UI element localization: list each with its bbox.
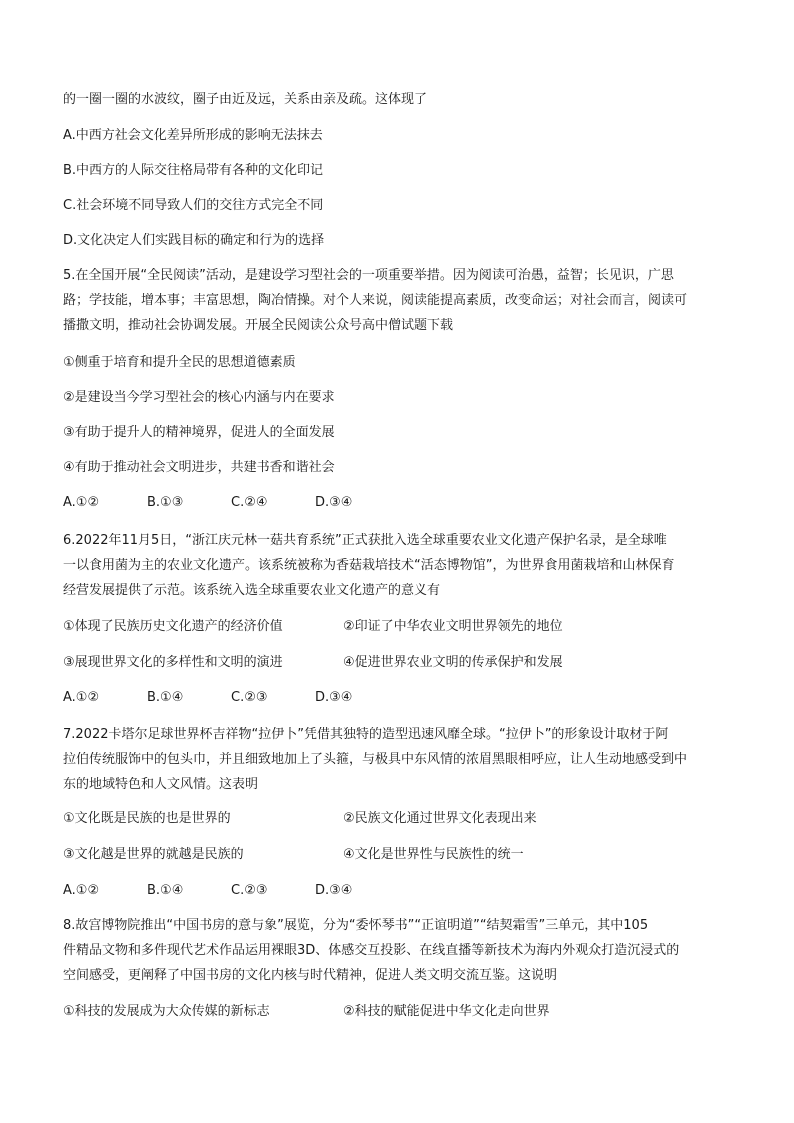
q6-stem-line: 一以食用菌为主的农业文化遗产。该系统被称为香菇栽培技术“活态博物馆”，为世界食用菌栽培和山林保育 bbox=[63, 558, 675, 573]
q7-choice-c: C.②③ bbox=[231, 883, 268, 898]
q5-item-3: ③有助于提升人的精神境界，促进人的全面发展 bbox=[63, 425, 335, 440]
q5-item-1: ①侧重于培育和提升全民的思想道德素质 bbox=[63, 355, 296, 370]
q6-item-3: ③展现世界文化的多样性和文明的演进 bbox=[63, 655, 283, 670]
q4-option-a: A.中西方社会文化差异所形成的影响无法抹去 bbox=[63, 128, 323, 143]
q7-choice-a: A.①② bbox=[63, 883, 100, 898]
q7-item-1: ①文化既是民族的也是世界的 bbox=[63, 811, 231, 826]
q8-stem-line: 空间感受，更阐释了中国书房的文化内核与时代精神，促进人类文明交流互鉴。这说明 bbox=[63, 968, 558, 983]
q8-stem-line: 件精品文物和多件现代艺术作品运用裸眼3D、体感交互投影、在线直播等新技术为海内外观众打造沉浸式的 bbox=[63, 943, 680, 958]
q7-stem-line: 拉伯传统服饰中的包头巾，并且细致地加上了头箍，与极具中东风情的浓眉黑眼相呼应，让人生动地感受到中 bbox=[63, 752, 688, 767]
q6-item-2: ②印证了中华农业文明世界领先的地位 bbox=[343, 619, 563, 634]
q4-option-c: C.社会环境不同导致人们的交往方式完全不同 bbox=[63, 198, 324, 213]
intro-line: 的一圈一圈的水波纹，圈子由近及远，关系由亲及疏。这体现了 bbox=[63, 92, 428, 107]
q4-option-b: B.中西方的人际交往格局带有各种的文化印记 bbox=[63, 163, 324, 178]
q6-choice-a: A.①② bbox=[63, 690, 100, 705]
q6-items-row-1 bbox=[63, 619, 733, 636]
q5-choice-c: C.②④ bbox=[231, 495, 268, 510]
q6-item-1: ①体现了民族历史文化遗产的经济价值 bbox=[63, 619, 283, 634]
q5-item-4: ④有助于推动社会文明进步，共建书香和谐社会 bbox=[63, 460, 335, 475]
q6-items-row-2 bbox=[63, 655, 733, 672]
q5-choice-d: D.③④ bbox=[315, 495, 353, 510]
q7-stem-line: 东的地域特色和人文风情。这表明 bbox=[63, 777, 259, 792]
q7-choice-b: B.①④ bbox=[147, 883, 184, 898]
q5-answer-choices bbox=[63, 495, 733, 512]
q6-stem-line: 经营发展提供了示范。该系统入选全球重要农业文化遗产的意义有 bbox=[63, 583, 441, 598]
q6-choice-b: B.①④ bbox=[147, 690, 184, 705]
q8-item-2: ②科技的赋能促进中华文化走向世界 bbox=[343, 1004, 550, 1019]
q6-choice-d: D.③④ bbox=[315, 690, 353, 705]
q8-item-1: ①科技的发展成为大众传媒的新标志 bbox=[63, 1004, 270, 1019]
q4-option-d: D.文化决定人们实践目标的确定和行为的选择 bbox=[63, 233, 325, 248]
q7-items-row-2 bbox=[63, 847, 733, 864]
q7-items-row-1 bbox=[63, 811, 733, 828]
q8-items-row-1 bbox=[63, 1004, 733, 1021]
q7-item-3: ③文化越是世界的就越是民族的 bbox=[63, 847, 244, 862]
q7-stem-line: 7.2022卡塔尔足球世界杯吉祥物“拉伊卜”凭借其独特的造型迅速风靡全球。“拉伊卜”的形象设计取材于阿 bbox=[63, 727, 669, 742]
q7-answer-choices bbox=[63, 883, 733, 900]
q5-item-2: ②是建设当今学习型社会的核心内涵与内在要求 bbox=[63, 390, 335, 405]
q7-item-2: ②民族文化通过世界文化表现出来 bbox=[343, 811, 537, 826]
q7-choice-d: D.③④ bbox=[315, 883, 353, 898]
q6-stem-line: 6.2022年11月5日，“浙江庆元林一菇共育系统”正式获批入选全球重要农业文化遗产保护名录，是全球唯 bbox=[63, 533, 667, 548]
q6-item-4: ④促进世界农业文明的传承保护和发展 bbox=[343, 655, 563, 670]
q5-stem-line: 5.在全国开展“全民阅读”活动，是建设学习型社会的一项重要举措。因为阅读可治愚，益智；长见识，广思 bbox=[63, 268, 674, 283]
q5-choice-b: B.①③ bbox=[147, 495, 184, 510]
q8-stem-line: 8.故宫博物院推出“中国书房的意与象”展览，分为“委怀琴书”“正谊明道”“结契霜雪”三单元，其中105 bbox=[63, 918, 649, 933]
q6-answer-choices bbox=[63, 690, 733, 707]
q5-stem-line: 路；学技能，增本事；丰富思想，陶冶情操。对个人来说，阅读能提高素质，改变命运；对社会而言，阅读可 bbox=[63, 293, 688, 308]
q5-choice-a: A.①② bbox=[63, 495, 100, 510]
q6-choice-c: C.②③ bbox=[231, 690, 268, 705]
q5-stem-line: 播撒文明，推动社会协调发展。开展全民阅读公众号高中僧试题下载 bbox=[63, 318, 454, 333]
q7-item-4: ④文化是世界性与民族性的统一 bbox=[343, 847, 524, 862]
